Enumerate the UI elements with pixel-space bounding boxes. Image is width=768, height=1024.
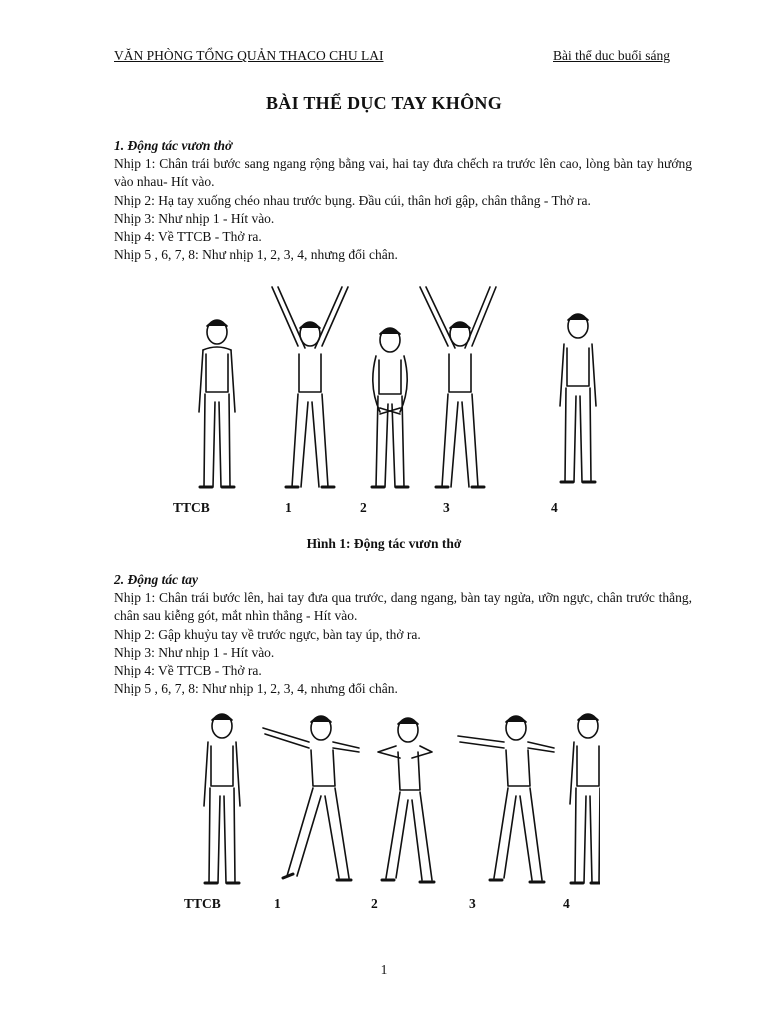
figure-1-label-4: 4 xyxy=(551,500,558,515)
figure-1-caption: Hình 1: Động tác vươn thở xyxy=(306,536,462,551)
figure-2-label-1: 1 xyxy=(274,896,281,911)
figure-2-labels xyxy=(0,896,768,916)
figure-2-label-ttcb: TTCB xyxy=(184,896,221,911)
figure-2-label-3: 3 xyxy=(469,896,476,911)
figure-1-labels xyxy=(0,500,768,520)
section-2-step-4: Nhịp 4: Về TTCB - Thở ra. xyxy=(114,663,262,679)
section-1-step-1: Nhịp 1: Chân trái bước sang ngang rộng bằng vai, hai tay đưa chếch ra trước lên cao, lòng bàn tay hướng vào nhau- Hít vào. xyxy=(114,156,692,190)
figure-1-label-2: 2 xyxy=(360,500,367,515)
section-1-step-5-8: Nhịp 5 , 6, 7, 8: Như nhịp 1, 2, 3, 4, nhưng đổi chân. xyxy=(114,247,398,263)
figure-1-illustration xyxy=(160,282,620,497)
figure-1-label-ttcb: TTCB xyxy=(173,500,210,515)
header-document-name: Bài thể duc buổi sáng xyxy=(553,48,670,63)
figure-2-label-2: 2 xyxy=(371,896,378,911)
header-office-name: VĂN PHÒNG TỔNG QUẢN THACO CHU LAI xyxy=(114,48,384,63)
section-2-heading: 2. Động tác tay xyxy=(114,572,198,587)
section-2-step-2: Nhịp 2: Gập khuỷu tay về trước ngực, bàn tay úp, thở ra. xyxy=(114,626,421,642)
figure-2-illustration xyxy=(180,708,600,893)
figure-2-pose-ttcb xyxy=(204,714,240,883)
section-2-step-1: Nhịp 1: Chân trái bước lên, hai tay đưa qua trước, dang ngang, bàn tay ngửa, ưỡn ngực, chân trước thẳng, chân sau kiễng gót, mắt nhìn thẳng - Hít vào. xyxy=(114,590,692,624)
section-1-step-4: Nhịp 4: Về TTCB - Thở ra. xyxy=(114,229,262,245)
section-1 xyxy=(114,137,692,264)
figure-1-pose-1 xyxy=(272,287,348,487)
section-1-heading: 1. Động tác vươn thở xyxy=(114,138,233,153)
figure-2-pose-1 xyxy=(263,716,359,880)
figure-1-pose-ttcb xyxy=(199,320,235,487)
section-2 xyxy=(114,571,692,698)
section-2-step-5-8: Nhịp 5 , 6, 7, 8: Như nhịp 1, 2, 3, 4, nhưng đổi chân. xyxy=(114,681,398,697)
section-1-step-3: Nhịp 3: Như nhịp 1 - Hít vào. xyxy=(114,210,275,226)
figure-2-pose-3 xyxy=(458,716,554,882)
figure-1-pose-4 xyxy=(560,314,596,482)
figure-2-pose-4 xyxy=(570,714,600,883)
figure-1-label-3: 3 xyxy=(443,500,450,515)
figure-1-pose-3 xyxy=(420,287,496,487)
figure-1-pose-2 xyxy=(372,328,408,487)
page-number: 1 xyxy=(380,962,388,977)
page-title: BÀI THỂ DỤC TAY KHÔNG xyxy=(265,93,503,113)
section-1-step-2: Nhịp 2: Hạ tay xuống chéo nhau trước bụng. Đầu cúi, thân hơi gập, chân thẳng - Thở ra. xyxy=(114,192,591,208)
figure-2-label-4: 4 xyxy=(563,896,570,911)
figure-2-pose-2 xyxy=(378,718,434,882)
section-2-step-3: Nhịp 3: Như nhịp 1 - Hít vào. xyxy=(114,644,275,660)
figure-1-label-1: 1 xyxy=(285,500,292,515)
